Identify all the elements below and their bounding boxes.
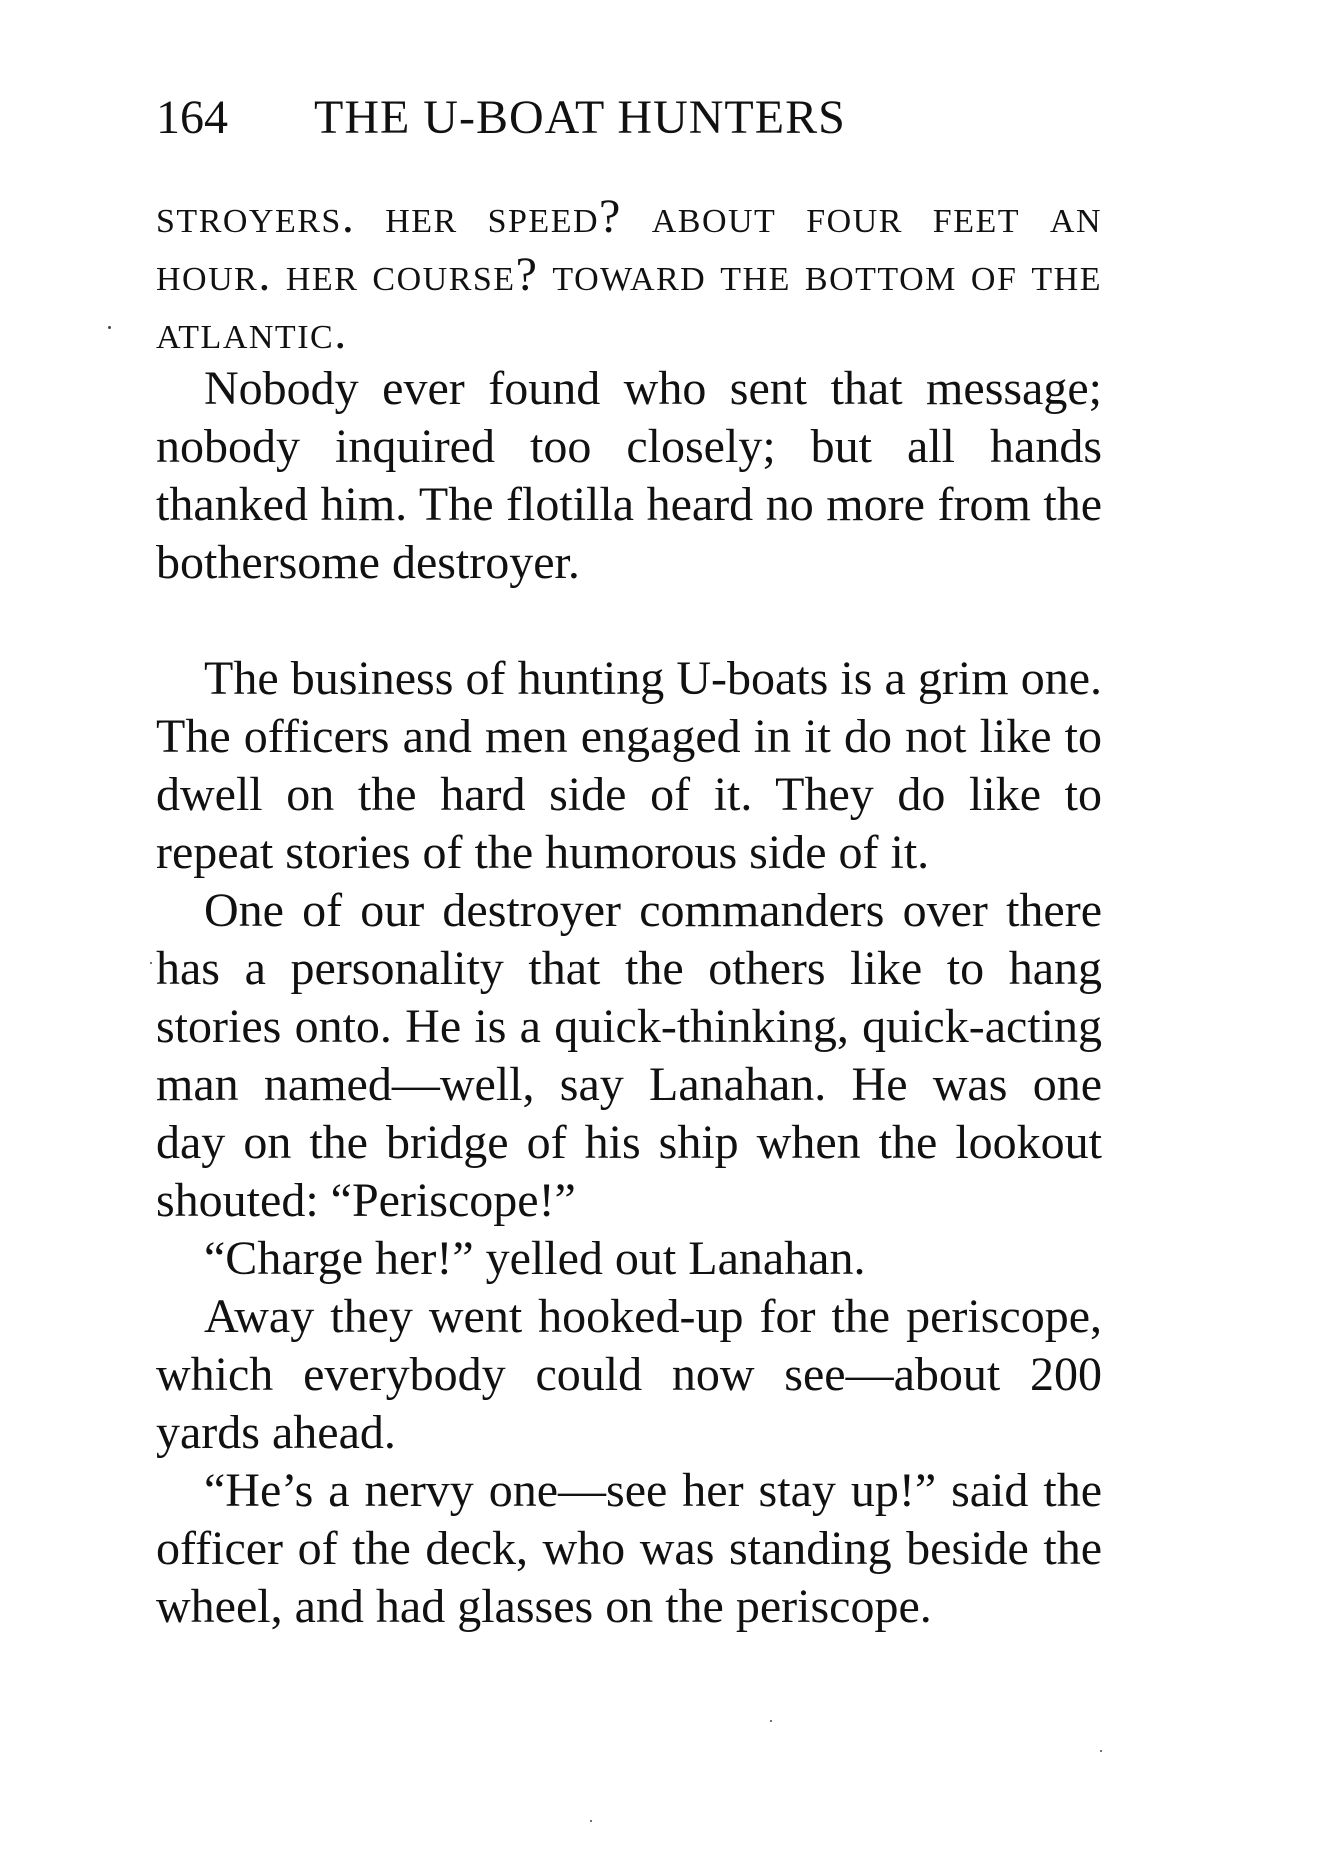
text-block-lower [156, 650, 1102, 1636]
small-caps-paragraph: stroyers. her speed? about four feet an hour. her course? toward the bottom of the atlantic. [156, 190, 1102, 359]
paragraph: “Charge her!” yelled out Lanahan. [204, 1232, 866, 1285]
scan-speck [590, 1820, 592, 1822]
scan-speck [108, 326, 111, 329]
paragraph: One of our destroyer commanders over there has a personality that the others like to hang stories onto. He is a quick-thinking, quick-acting man named—well, say Lanahan. He was one day on the bridge of his ship when the lookout shouted: “Periscope!” [156, 884, 1102, 1227]
paragraph: Nobody ever found who sent that message; nobody inquired too closely; but all hands thanked him. The flotilla heard no more from the bothersome destroyer. [156, 362, 1102, 589]
paragraph: The business of hunting U-boats is a grim one. The officers and men engaged in it do not like to dwell on the hard side of it. They do like to repeat stories of the humorous side of it. [156, 652, 1102, 879]
page-header [156, 88, 846, 148]
continued-paragraph [156, 188, 1102, 362]
scan-speck [770, 1720, 772, 1722]
page-number: 164 [156, 91, 228, 144]
paragraph: Away they went hooked-up for the periscope, which everybody could now see—about 200 yards ahead. [156, 1290, 1102, 1459]
paragraph: “He’s a nervy one—see her stay up!” said the officer of the deck, who was standing beside the wheel, and had glasses on the periscope. [156, 1464, 1102, 1633]
running-title: THE U-BOAT HUNTERS [314, 91, 846, 144]
text-block-upper [156, 360, 1102, 592]
scan-speck [150, 962, 152, 964]
scan-speck [1100, 1750, 1102, 1752]
